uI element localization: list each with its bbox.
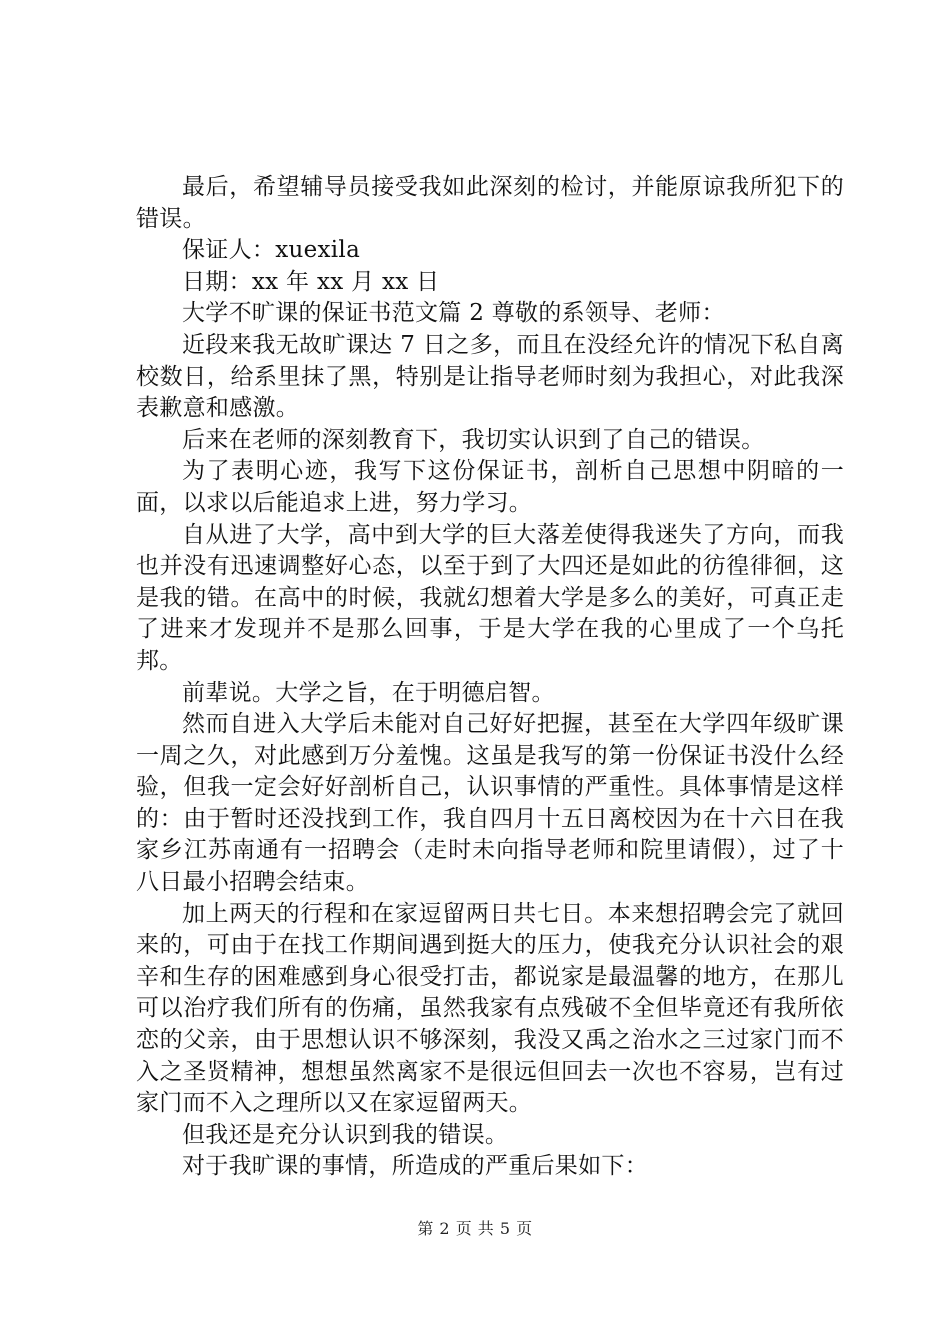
document-body [136,172,844,1183]
paragraph-date: 日期：xx 年 xx 月 xx 日 [182,268,440,295]
paragraph-purpose: 为了表明心迹，我写下这份保证书，剖析自己思想中阴暗的一面，以求以后能追求上进，努力学习。 [136,458,844,516]
paragraph-elders-saying: 前辈说。大学之旨，在于明德启智。 [182,679,555,706]
paragraph-college-reflection: 自从进了大学，高中到大学的巨大落差使得我迷失了方向，而我也并没有迅速调整好心态，以至于到了大四还是如此的彷徨徘徊，这是我的错。在高中的时候，我就幻想着大学是多么的美好，可真正走了进来才发现并不是那么回事，于是大学在我的心里成了一个乌托邦。 [136,521,844,674]
paragraph-acknowledgement: 但我还是充分认识到我的错误。 [182,1121,509,1148]
paragraph-guarantor: 保证人：xuexila [182,237,361,264]
paragraph-absence-apology: 近段来我无故旷课达 7 日之多，而且在没经允许的情况下私自离校数日，给系里抹了黑，特别是让指导老师时刻为我担心，对此我深表歉意和感激。 [136,331,844,422]
paragraph-details: 然而自进入大学后未能对自己好好把握，甚至在大学四年级旷课一周之久，对此感到万分羞愧。这虽是我写的第一份保证书没什么经验，但我一定会好好剖析自己，认识事情的严重性。具体事情是这样的：由于暂时还没找到工作，我自四月十五日离校因为在十六日在我家乡江苏南通有一招聘会（走时未向指导老师和院里请假），过了十八日最小招聘会结束。 [136,711,844,896]
paragraph-consequences-intro: 对于我旷课的事情，所造成的严重后果如下： [182,1153,648,1180]
page-number-footer: 第 2 页 共 5 页 [417,1219,533,1238]
paragraph-closing: 最后，希望辅导员接受我如此深刻的检讨，并能原谅我所犯下的错误。 [136,174,844,232]
paragraph-trip-home: 加上两天的行程和在家逗留两日共七日。本来想招聘会完了就回来的，可由于在找工作期间遇到挺大的压力，使我充分认识社会的艰辛和生存的困难感到身心很受打击，都说家是最温馨的地方，在那儿可以治疗我们所有的伤痛，虽然我家有点残破不全但毕竟还有我所依恋的父亲，由于思想认识不够深刻，我没又禹之治水之三过家门而不入之圣贤精神，想想虽然离家不是很远但回去一次也不容易，岂有过家门而不入之理所以又在家逗留两天。 [136,900,844,1117]
paragraph-sample-heading: 大学不旷课的保证书范文篇 2 尊敬的系领导、老师： [182,300,725,327]
paragraph-realization: 后来在老师的深刻教育下，我切实认识到了自己的错误。 [182,426,765,453]
